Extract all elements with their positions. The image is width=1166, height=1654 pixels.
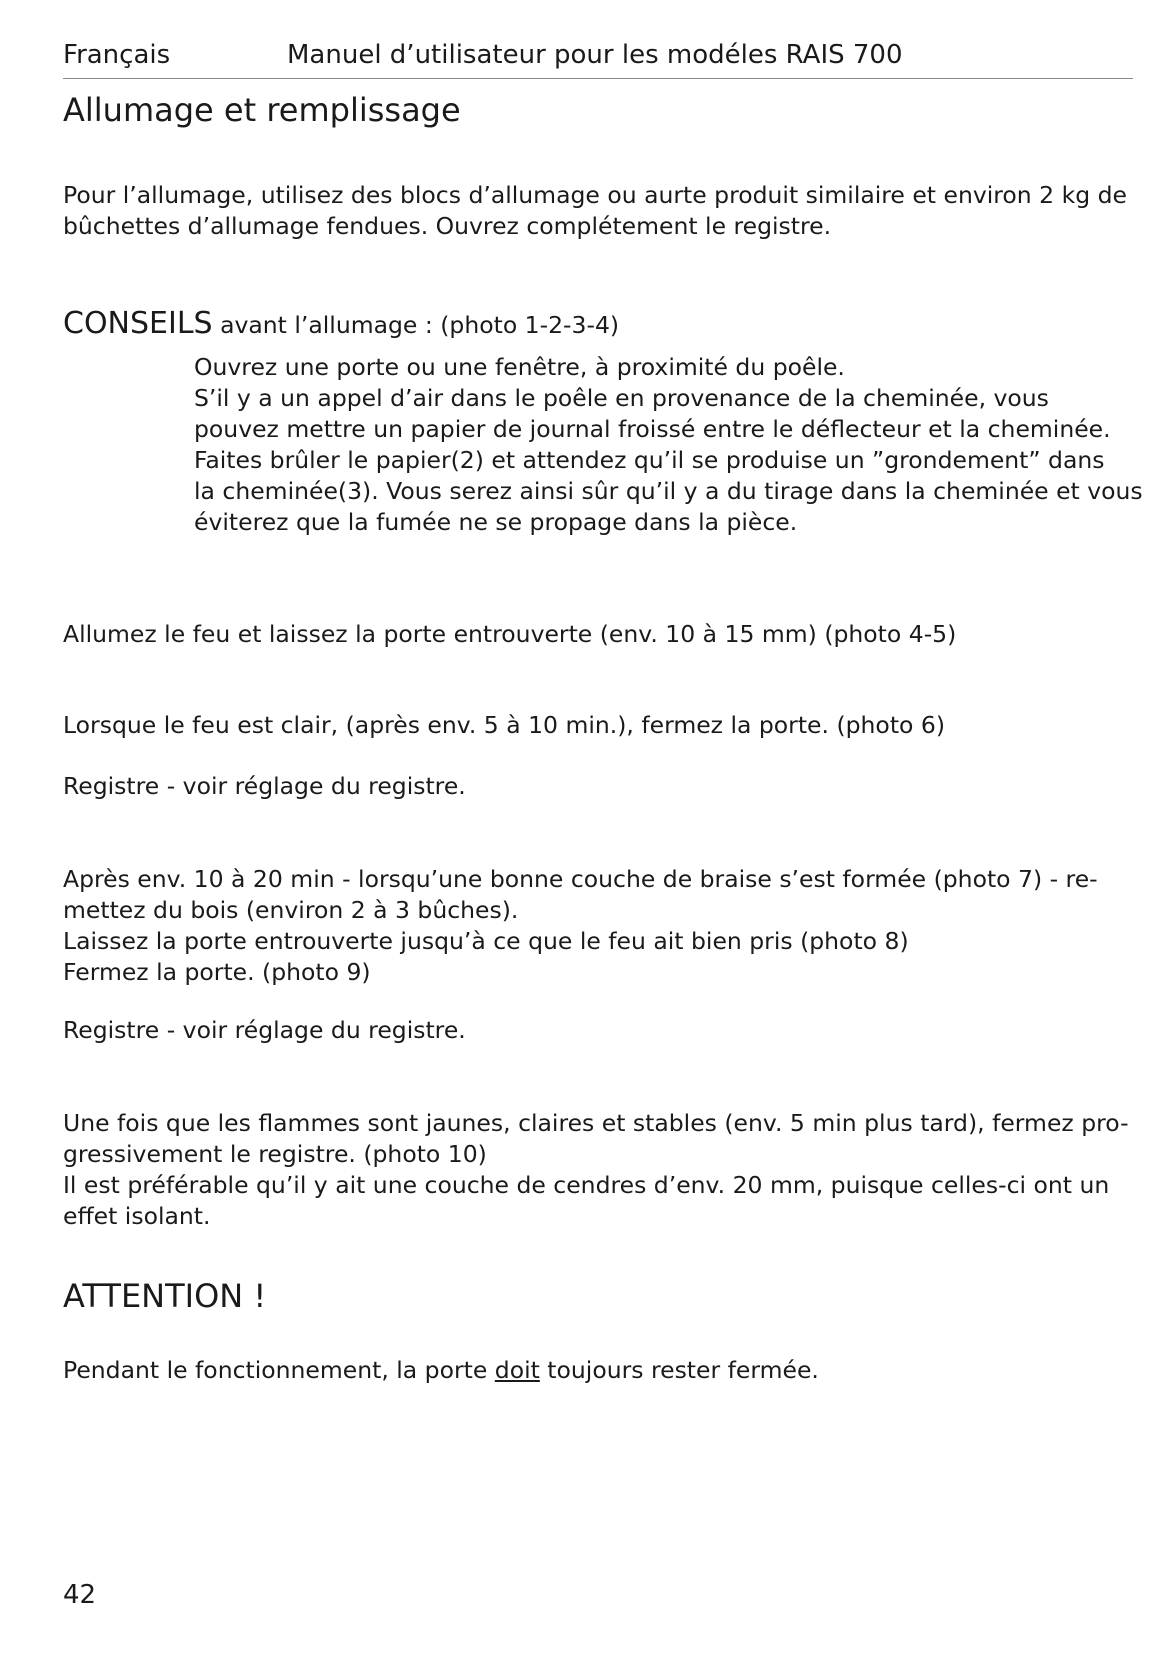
conseils-label: CONSEILS	[63, 306, 213, 341]
header-language: Français	[63, 40, 171, 70]
registre-note-1: Registre - voir réglage du registre.	[63, 772, 466, 800]
attention-text-before: Pendant le fonctionnement, la porte	[63, 1356, 495, 1384]
conseils-subtitle: avant l’allumage : (photo 1-2-3-4)	[212, 311, 620, 339]
attention-text-after: toujours rester fermée.	[539, 1356, 819, 1384]
step-light-fire: Allumez le feu et laissez la porte entrouverte (env. 10 à 15 mm) (photo 4-5)	[63, 620, 957, 648]
conseils-body: Ouvrez une porte ou une fenêtre, à proximité du poêle. S’il y a un appel d’air dans le poêle en provenance de la cheminée, vous pouvez mettre un papier de journal froissé entre le déflecteur et la cheminée. Faites brûler le papier(2) et attendez qu’il se produise un ”grondement” dans la cheminée(3). Vous serez ainsi sûr qu’il y a du tirage dans la cheminée et vous éviterez que la fumée ne se propage dans la pièce.	[194, 353, 1143, 536]
conseils-heading	[63, 306, 619, 341]
header-divider	[63, 78, 1133, 79]
attention-heading: ATTENTION !	[63, 1277, 267, 1315]
step-close-door: Lorsque le feu est clair, (après env. 5 à 10 min.), fermez la porte. (photo 6)	[63, 711, 945, 739]
page-number: 42	[63, 1580, 97, 1610]
attention-emphasis: doit	[494, 1356, 540, 1384]
step-refill: Après env. 10 à 20 min - lorsqu’une bonne couche de braise s’est formée (photo 7) - re- mettez du bois (environ 2 à 3 bûches). Laissez la porte entrouverte jusqu’à ce que le feu ait bien pris (photo 8) Fermez la porte. (photo 9)	[63, 865, 1098, 986]
attention-text	[63, 1355, 1138, 1386]
intro-paragraph: Pour l’allumage, utilisez des blocs d’allumage ou aurte produit similaire et environ 2 kg de bûchettes d’allumage fendues. Ouvrez complétement le registre.	[63, 181, 1127, 240]
registre-note-2: Registre - voir réglage du registre.	[63, 1016, 466, 1044]
header-manual-title: Manuel d’utilisateur pour les modéles RAIS 700	[287, 40, 903, 70]
section-title: Allumage et remplissage	[63, 91, 461, 129]
step-flames: Une fois que les flammes sont jaunes, claires et stables (env. 5 min plus tard), fermez pro- gressivement le registre. (photo 10) Il est préférable qu’il y ait une couche de cendres d’env. 20 mm, puisque celles-ci ont un effet isolant.	[63, 1109, 1129, 1230]
